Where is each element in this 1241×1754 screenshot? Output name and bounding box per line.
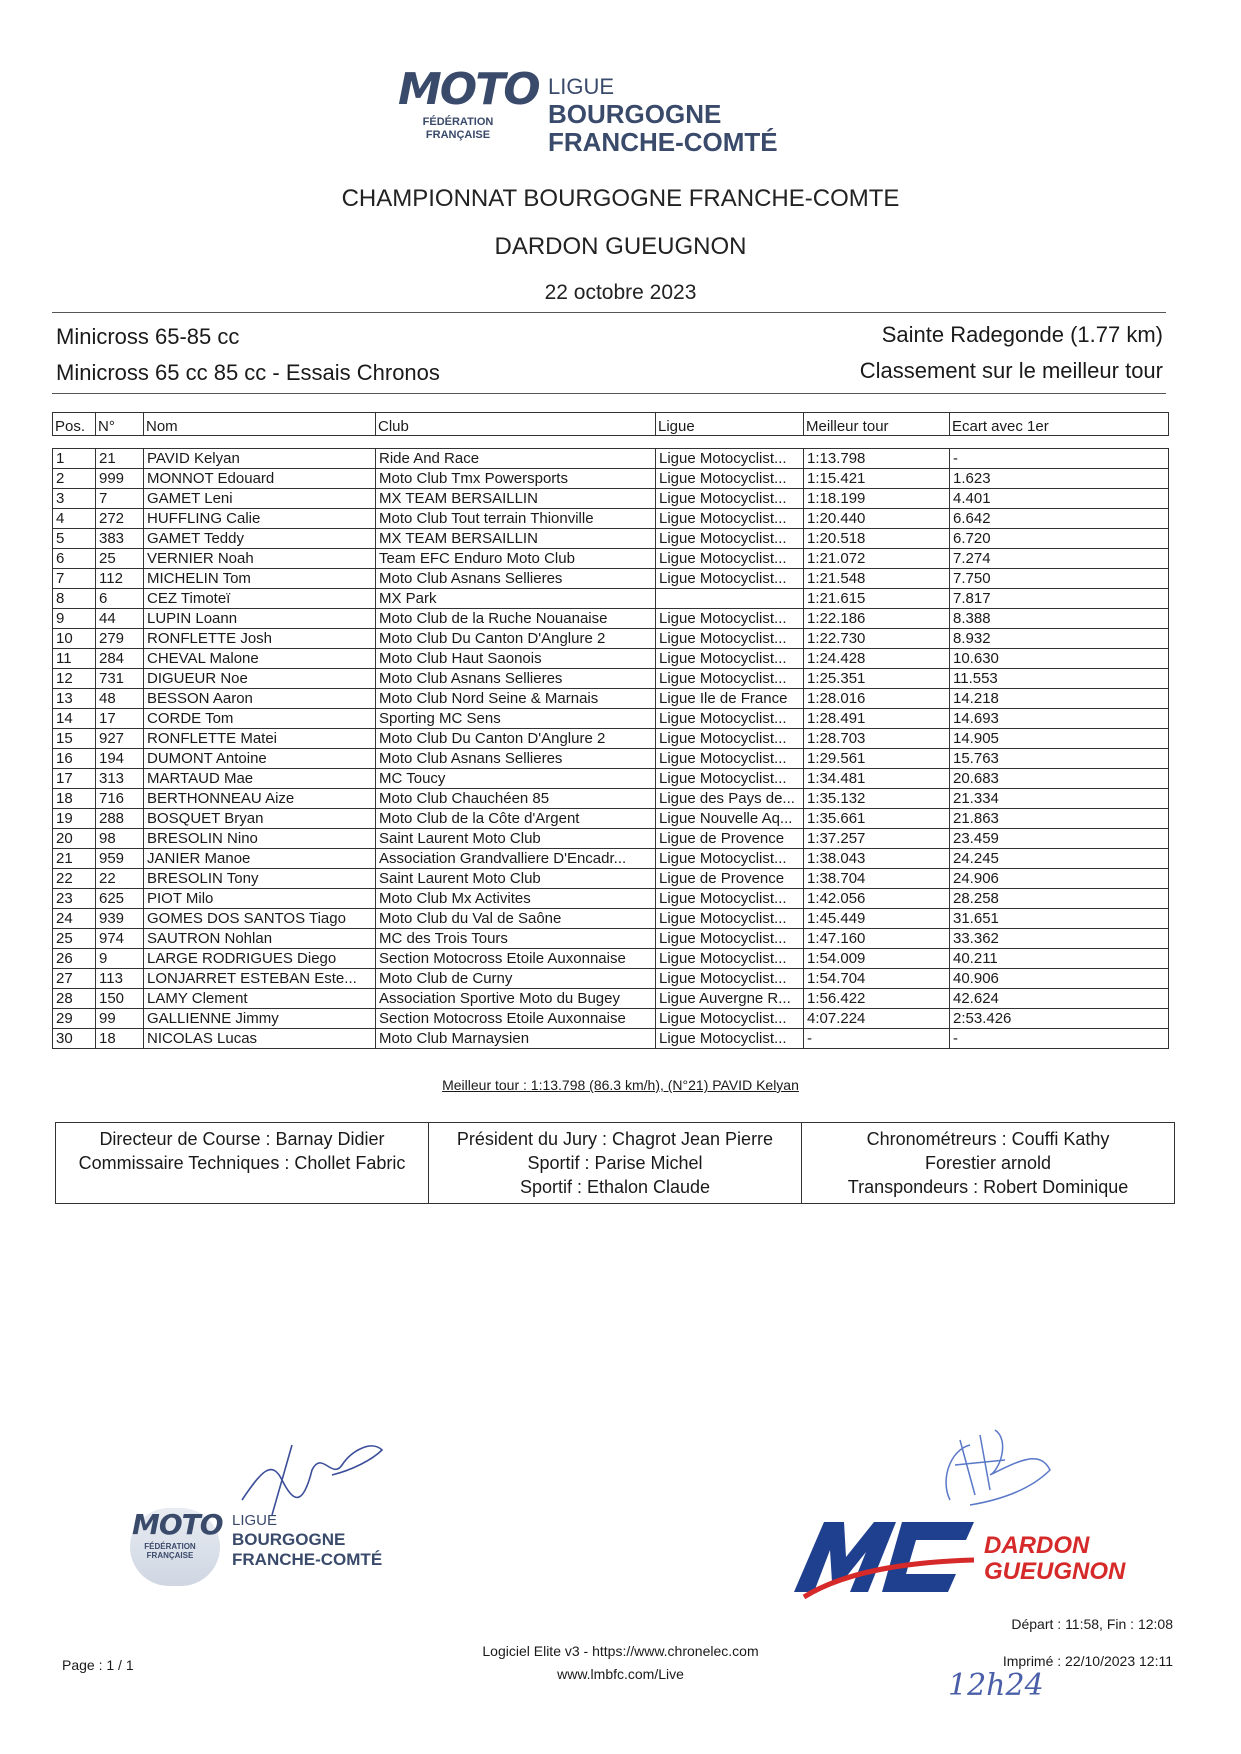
cell-best-lap: 1:22.186 xyxy=(804,609,950,629)
table-row xyxy=(53,849,1169,869)
cell-number: 927 xyxy=(96,729,144,749)
table-header xyxy=(53,413,1169,436)
cell-name: LONJARRET ESTEBAN Este... xyxy=(144,969,376,989)
cell-ligue: Ligue des Pays de... xyxy=(656,789,804,809)
cell-gap: 8.932 xyxy=(950,629,1169,649)
timekeepers: Chronométreurs : Couffi Kathy xyxy=(866,1129,1110,1149)
page-number: Page : 1 / 1 xyxy=(62,1657,134,1673)
cell-best-lap: 1:20.518 xyxy=(804,529,950,549)
officials-col-2 xyxy=(429,1123,802,1204)
cell-club: Moto Club Asnans Sellieres xyxy=(376,569,656,589)
cell-club: MX TEAM BERSAILLIN xyxy=(376,529,656,549)
championship-title: CHAMPIONNAT BOURGOGNE FRANCHE-COMTE xyxy=(341,185,900,212)
category-label: Minicross 65-85 cc xyxy=(56,324,240,349)
cell-club: MX TEAM BERSAILLIN xyxy=(376,489,656,509)
cell-ligue: Ligue de Provence xyxy=(656,869,804,889)
cell-number: 25 xyxy=(96,549,144,569)
cell-ligue: Ligue Motocyclist... xyxy=(656,729,804,749)
table-row xyxy=(53,689,1169,709)
cell-name: DIGUEUR Noe xyxy=(144,669,376,689)
venue-title: DARDON GUEUGNON xyxy=(494,233,747,260)
cell-gap: 14.905 xyxy=(950,729,1169,749)
table-row xyxy=(53,489,1169,509)
cell-pos: 17 xyxy=(53,769,96,789)
cell-ligue: Ligue Motocyclist... xyxy=(656,969,804,989)
cell-gap: 4.401 xyxy=(950,489,1169,509)
cell-gap: 24.245 xyxy=(950,849,1169,869)
cell-number: 625 xyxy=(96,889,144,909)
table-row xyxy=(53,669,1169,689)
cell-pos: 22 xyxy=(53,869,96,889)
cell-number: 959 xyxy=(96,849,144,869)
cell-number: 44 xyxy=(96,609,144,629)
table-row xyxy=(53,829,1169,849)
cell-pos: 12 xyxy=(53,669,96,689)
cell-number: 6 xyxy=(96,589,144,609)
cell-club: Moto Club de la Côte d'Argent xyxy=(376,809,656,829)
cell-club: Moto Club Haut Saonois xyxy=(376,649,656,669)
cell-best-lap: 1:38.704 xyxy=(804,869,950,889)
cell-best-lap: 1:54.704 xyxy=(804,969,950,989)
cell-name: RONFLETTE Josh xyxy=(144,629,376,649)
cell-name: RONFLETTE Matei xyxy=(144,729,376,749)
cell-pos: 18 xyxy=(53,789,96,809)
cell-name: BERTHONNEAU Aize xyxy=(144,789,376,809)
federation-label: FÉDÉRATION FRANÇAISE xyxy=(422,116,494,141)
cell-club: Saint Laurent Moto Club xyxy=(376,869,656,889)
cell-ligue: Ligue Motocyclist... xyxy=(656,569,804,589)
printed-timestamp: Imprimé : 22/10/2023 12:11 xyxy=(1002,1653,1173,1669)
cell-number: 112 xyxy=(96,569,144,589)
software-credit: Logiciel Elite v3 - https://www.chronelec.com xyxy=(482,1643,759,1659)
cell-club: Moto Club Marnaysien xyxy=(376,1029,656,1049)
cell-best-lap: 1:35.132 xyxy=(804,789,950,809)
cell-number: 279 xyxy=(96,629,144,649)
cell-club: Moto Club Asnans Sellieres xyxy=(376,669,656,689)
cell-gap: 33.362 xyxy=(950,929,1169,949)
cell-gap: 2:53.426 xyxy=(950,1009,1169,1029)
cell-number: 284 xyxy=(96,649,144,669)
cell-club: Association Grandvalliere D'Encadr... xyxy=(376,849,656,869)
cell-best-lap: 1:56.422 xyxy=(804,989,950,1009)
signature-left xyxy=(232,1430,402,1520)
cell-club: Moto Club Mx Activites xyxy=(376,889,656,909)
cell-pos: 23 xyxy=(53,889,96,909)
cell-number: 113 xyxy=(96,969,144,989)
cell-gap: 11.553 xyxy=(950,669,1169,689)
region-label-2: FRANCHE-COMTÉ xyxy=(548,127,778,157)
cell-number: 18 xyxy=(96,1029,144,1049)
cell-best-lap: 1:28.703 xyxy=(804,729,950,749)
moto-wordmark: MOTO xyxy=(132,1508,223,1541)
cell-name: BESSON Aaron xyxy=(144,689,376,709)
col-header-gap: Ecart avec 1er xyxy=(950,413,1169,436)
cell-best-lap: 1:21.548 xyxy=(804,569,950,589)
cell-club: Team EFC Enduro Moto Club xyxy=(376,549,656,569)
cell-pos: 14 xyxy=(53,709,96,729)
cell-gap: 8.388 xyxy=(950,609,1169,629)
table-row xyxy=(53,1029,1169,1049)
cell-club: Section Motocross Etoile Auxonnaise xyxy=(376,1009,656,1029)
spacer-row xyxy=(53,436,1169,449)
cell-gap: 7.817 xyxy=(950,589,1169,609)
table-row xyxy=(53,469,1169,489)
cell-ligue: Ligue de Provence xyxy=(656,829,804,849)
cell-name: GAMET Teddy xyxy=(144,529,376,549)
cell-best-lap: 4:07.224 xyxy=(804,1009,950,1029)
cell-name: CHEVAL Malone xyxy=(144,649,376,669)
cell-ligue: Ligue Motocyclist... xyxy=(656,609,804,629)
cell-ligue: Ligue Motocyclist... xyxy=(656,909,804,929)
cell-best-lap: 1:29.561 xyxy=(804,749,950,769)
cell-ligue: Ligue Motocyclist... xyxy=(656,629,804,649)
region-label-1: BOURGOGNE xyxy=(232,1530,346,1549)
cell-gap: - xyxy=(950,1029,1169,1049)
cell-pos: 11 xyxy=(53,649,96,669)
start-end-time: Départ : 11:58, Fin : 12:08 xyxy=(1011,1616,1173,1632)
cell-club: MC Toucy xyxy=(376,769,656,789)
cell-pos: 26 xyxy=(53,949,96,969)
cell-ligue: Ligue Motocyclist... xyxy=(656,769,804,789)
cell-pos: 30 xyxy=(53,1029,96,1049)
cell-name: CORDE Tom xyxy=(144,709,376,729)
cell-ligue: Ligue Motocyclist... xyxy=(656,1009,804,1029)
table-row xyxy=(53,989,1169,1009)
cell-ligue: Ligue Motocyclist... xyxy=(656,749,804,769)
club-logo xyxy=(784,1502,1174,1602)
cell-best-lap: 1:20.440 xyxy=(804,509,950,529)
cell-name: NICOLAS Lucas xyxy=(144,1029,376,1049)
cell-best-lap: 1:54.009 xyxy=(804,949,950,969)
cell-gap: 31.651 xyxy=(950,909,1169,929)
divider xyxy=(52,393,1166,394)
cell-pos: 5 xyxy=(53,529,96,549)
cell-best-lap: 1:25.351 xyxy=(804,669,950,689)
col-header-club: Club xyxy=(376,413,656,436)
table-row xyxy=(53,649,1169,669)
cell-ligue: Ligue Motocyclist... xyxy=(656,649,804,669)
cell-ligue: Ligue Motocyclist... xyxy=(656,449,804,469)
cell-number: 731 xyxy=(96,669,144,689)
col-header-number: N° xyxy=(96,413,144,436)
cell-name: MICHELIN Tom xyxy=(144,569,376,589)
cell-ligue: Ligue Motocyclist... xyxy=(656,1029,804,1049)
cell-number: 9 xyxy=(96,949,144,969)
cell-name: PAVID Kelyan xyxy=(144,449,376,469)
race-director: Directeur de Course : Barnay Didier xyxy=(99,1129,385,1149)
cell-best-lap: 1:18.199 xyxy=(804,489,950,509)
track-label: Sainte Radegonde (1.77 km) xyxy=(881,322,1163,347)
cell-gap: 15.763 xyxy=(950,749,1169,769)
table-row xyxy=(53,629,1169,649)
cell-number: 272 xyxy=(96,509,144,529)
cell-number: 99 xyxy=(96,1009,144,1029)
cell-best-lap: 1:28.491 xyxy=(804,709,950,729)
cell-ligue: Ligue Auvergne R... xyxy=(656,989,804,1009)
cell-name: BOSQUET Bryan xyxy=(144,809,376,829)
cell-name: DUMONT Antoine xyxy=(144,749,376,769)
cell-pos: 15 xyxy=(53,729,96,749)
cell-club: Moto Club Tmx Powersports xyxy=(376,469,656,489)
table-row xyxy=(53,709,1169,729)
cell-gap: 23.459 xyxy=(950,829,1169,849)
table-row xyxy=(53,809,1169,829)
cell-number: 7 xyxy=(96,489,144,509)
cell-gap: 21.334 xyxy=(950,789,1169,809)
cell-gap: 7.274 xyxy=(950,549,1169,569)
cell-name: GOMES DOS SANTOS Tiago xyxy=(144,909,376,929)
best-lap-summary: Meilleur tour : 1:13.798 (86.3 km/h), (N°21) PAVID Kelyan xyxy=(442,1077,799,1093)
club-logo-line-1: DARDON xyxy=(984,1532,1090,1559)
results-table xyxy=(52,412,1169,1049)
cell-ligue: Ligue Motocyclist... xyxy=(656,849,804,869)
region-label-2: FRANCHE-COMTÉ xyxy=(232,1550,383,1569)
region-label-1: BOURGOGNE xyxy=(548,99,722,129)
cell-number: 48 xyxy=(96,689,144,709)
cell-gap: 6.720 xyxy=(950,529,1169,549)
cell-pos: 19 xyxy=(53,809,96,829)
cell-ligue: Ligue Motocyclist... xyxy=(656,469,804,489)
transponders: Transpondeurs : Robert Dominique xyxy=(847,1177,1129,1197)
table-row xyxy=(53,529,1169,549)
cell-club: MX Park xyxy=(376,589,656,609)
cell-number: 716 xyxy=(96,789,144,809)
table-row xyxy=(53,909,1169,929)
cell-club: Ride And Race xyxy=(376,449,656,469)
cell-best-lap: - xyxy=(804,1029,950,1049)
cell-best-lap: 1:45.449 xyxy=(804,909,950,929)
cell-best-lap: 1:22.730 xyxy=(804,629,950,649)
cell-pos: 9 xyxy=(53,609,96,629)
cell-pos: 8 xyxy=(53,589,96,609)
cell-club: Moto Club de la Ruche Nouanaise xyxy=(376,609,656,629)
cell-name: GALLIENNE Jimmy xyxy=(144,1009,376,1029)
cell-best-lap: 1:13.798 xyxy=(804,449,950,469)
technical-commissioner: Commissaire Techniques : Chollet Fabric xyxy=(78,1153,406,1173)
cell-ligue: Ligue Motocyclist... xyxy=(656,509,804,529)
cell-pos: 21 xyxy=(53,849,96,869)
table-row xyxy=(53,449,1169,469)
cell-name: GAMET Leni xyxy=(144,489,376,509)
cell-number: 17 xyxy=(96,709,144,729)
cell-name: MARTAUD Mae xyxy=(144,769,376,789)
cell-gap: 20.683 xyxy=(950,769,1169,789)
divider xyxy=(52,312,1166,313)
cell-best-lap: 1:38.043 xyxy=(804,849,950,869)
cell-ligue: Ligue Motocyclist... xyxy=(656,529,804,549)
table-row xyxy=(53,969,1169,989)
cell-best-lap: 1:35.661 xyxy=(804,809,950,829)
cell-best-lap: 1:42.056 xyxy=(804,889,950,909)
event-date: 22 octobre 2023 xyxy=(544,281,697,304)
cell-pos: 25 xyxy=(53,929,96,949)
cell-ligue: Ligue Motocyclist... xyxy=(656,489,804,509)
cell-name: PIOT Milo xyxy=(144,889,376,909)
league-logo xyxy=(398,66,838,162)
cell-number: 313 xyxy=(96,769,144,789)
cell-name: BRESOLIN Nino xyxy=(144,829,376,849)
cell-club: Saint Laurent Moto Club xyxy=(376,829,656,849)
cell-gap: 21.863 xyxy=(950,809,1169,829)
jury-president: Président du Jury : Chagrot Jean Pierre xyxy=(456,1129,774,1149)
session-label: Minicross 65 cc 85 cc - Essais Chronos xyxy=(56,360,440,385)
cell-pos: 1 xyxy=(53,449,96,469)
table-row xyxy=(53,749,1169,769)
cell-pos: 20 xyxy=(53,829,96,849)
cell-pos: 7 xyxy=(53,569,96,589)
cell-best-lap: 1:24.428 xyxy=(804,649,950,669)
club-logo-line-2: GUEUGNON xyxy=(984,1558,1126,1585)
col-header-name: Nom xyxy=(144,413,376,436)
cell-ligue: Ligue Nouvelle Aq... xyxy=(656,809,804,829)
cell-name: MONNOT Edouard xyxy=(144,469,376,489)
cell-name: HUFFLING Calie xyxy=(144,509,376,529)
col-header-pos: Pos. xyxy=(53,413,96,436)
moto-wordmark: MOTO xyxy=(398,64,539,115)
cell-pos: 28 xyxy=(53,989,96,1009)
cell-name: LARGE RODRIGUES Diego xyxy=(144,949,376,969)
col-header-best-lap: Meilleur tour xyxy=(804,413,950,436)
cell-name: CEZ Timoteï xyxy=(144,589,376,609)
cell-pos: 10 xyxy=(53,629,96,649)
cell-number: 974 xyxy=(96,929,144,949)
officials-table xyxy=(55,1122,1175,1204)
handwritten-time: 12h24 xyxy=(948,1668,1044,1703)
table-row xyxy=(53,789,1169,809)
cell-best-lap: 1:34.481 xyxy=(804,769,950,789)
table-row xyxy=(53,609,1169,629)
table-row xyxy=(53,1009,1169,1029)
cell-gap: 14.693 xyxy=(950,709,1169,729)
cell-ligue: Ligue Motocyclist... xyxy=(656,669,804,689)
cell-ligue: Ligue Motocyclist... xyxy=(656,929,804,949)
ligue-label: LIGUE xyxy=(232,1512,278,1529)
table-row xyxy=(53,889,1169,909)
cell-club: Moto Club Asnans Sellieres xyxy=(376,749,656,769)
table-row xyxy=(53,869,1169,889)
cell-pos: 24 xyxy=(53,909,96,929)
cell-best-lap: 1:47.160 xyxy=(804,929,950,949)
cell-number: 194 xyxy=(96,749,144,769)
cell-name: VERNIER Noah xyxy=(144,549,376,569)
cell-pos: 16 xyxy=(53,749,96,769)
cell-ligue xyxy=(656,589,804,609)
league-logo-footer xyxy=(130,1508,430,1588)
cell-ligue: Ligue Motocyclist... xyxy=(656,709,804,729)
table-row xyxy=(53,589,1169,609)
table-row xyxy=(53,569,1169,589)
cell-number: 98 xyxy=(96,829,144,849)
cell-club: Moto Club Nord Seine & Marnais xyxy=(376,689,656,709)
cell-name: LUPIN Loann xyxy=(144,609,376,629)
sporting-official-1: Sportif : Parise Michel xyxy=(527,1153,703,1173)
officials-col-3 xyxy=(802,1123,1175,1204)
cell-gap: - xyxy=(950,449,1169,469)
cell-gap: 7.750 xyxy=(950,569,1169,589)
cell-number: 939 xyxy=(96,909,144,929)
cell-best-lap: 1:28.016 xyxy=(804,689,950,709)
cell-pos: 27 xyxy=(53,969,96,989)
federation-label: FÉDÉRATION FRANÇAISE xyxy=(144,1542,196,1560)
cell-gap: 6.642 xyxy=(950,509,1169,529)
cell-club: Moto Club Du Canton D'Anglure 2 xyxy=(376,629,656,649)
cell-pos: 2 xyxy=(53,469,96,489)
cell-pos: 6 xyxy=(53,549,96,569)
table-row xyxy=(53,729,1169,749)
table-row xyxy=(53,509,1169,529)
cell-gap: 10.630 xyxy=(950,649,1169,669)
cell-number: 288 xyxy=(96,809,144,829)
cell-pos: 29 xyxy=(53,1009,96,1029)
cell-best-lap: 1:21.072 xyxy=(804,549,950,569)
cell-club: Moto Club Tout terrain Thionville xyxy=(376,509,656,529)
cell-gap: 40.211 xyxy=(950,949,1169,969)
cell-name: JANIER Manoe xyxy=(144,849,376,869)
cell-club: Moto Club Chauchéen 85 xyxy=(376,789,656,809)
cell-club: Moto Club Du Canton D'Anglure 2 xyxy=(376,729,656,749)
sporting-official-2: Sportif : Ethalon Claude xyxy=(519,1177,711,1197)
cell-gap: 14.218 xyxy=(950,689,1169,709)
cell-gap: 1.623 xyxy=(950,469,1169,489)
cell-gap: 40.906 xyxy=(950,969,1169,989)
cell-pos: 13 xyxy=(53,689,96,709)
timekeeper-2: Forestier arnold xyxy=(924,1153,1052,1173)
cell-number: 150 xyxy=(96,989,144,1009)
officials-col-1 xyxy=(56,1123,429,1204)
cell-number: 383 xyxy=(96,529,144,549)
cell-number: 999 xyxy=(96,469,144,489)
table-row xyxy=(53,929,1169,949)
cell-club: MC des Trois Tours xyxy=(376,929,656,949)
cell-club: Moto Club du Val de Saône xyxy=(376,909,656,929)
mc-mark xyxy=(784,1502,984,1602)
cell-pos: 4 xyxy=(53,509,96,529)
cell-best-lap: 1:21.615 xyxy=(804,589,950,609)
cell-club: Section Motocross Etoile Auxonnaise xyxy=(376,949,656,969)
cell-number: 21 xyxy=(96,449,144,469)
cell-gap: 24.906 xyxy=(950,869,1169,889)
cell-club: Association Sportive Moto du Bugey xyxy=(376,989,656,1009)
cell-ligue: Ligue Motocyclist... xyxy=(656,949,804,969)
cell-name: SAUTRON Nohlan xyxy=(144,929,376,949)
cell-pos: 3 xyxy=(53,489,96,509)
cell-ligue: Ligue Motocyclist... xyxy=(656,889,804,909)
cell-club: Sporting MC Sens xyxy=(376,709,656,729)
table-row xyxy=(53,549,1169,569)
results-website: www.lmbfc.com/Live xyxy=(557,1666,684,1682)
cell-club: Moto Club de Curny xyxy=(376,969,656,989)
cell-best-lap: 1:15.421 xyxy=(804,469,950,489)
cell-name: LAMY Clement xyxy=(144,989,376,1009)
ligue-label: LIGUE xyxy=(548,74,615,99)
table-row xyxy=(53,769,1169,789)
cell-gap: 28.258 xyxy=(950,889,1169,909)
ranking-label: Classement sur le meilleur tour xyxy=(859,358,1163,383)
cell-name: BRESOLIN Tony xyxy=(144,869,376,889)
cell-number: 22 xyxy=(96,869,144,889)
col-header-ligue: Ligue xyxy=(656,413,804,436)
cell-gap: 42.624 xyxy=(950,989,1169,1009)
cell-ligue: Ligue Motocyclist... xyxy=(656,549,804,569)
table-row xyxy=(53,949,1169,969)
cell-best-lap: 1:37.257 xyxy=(804,829,950,849)
cell-ligue: Ligue Ile de France xyxy=(656,689,804,709)
